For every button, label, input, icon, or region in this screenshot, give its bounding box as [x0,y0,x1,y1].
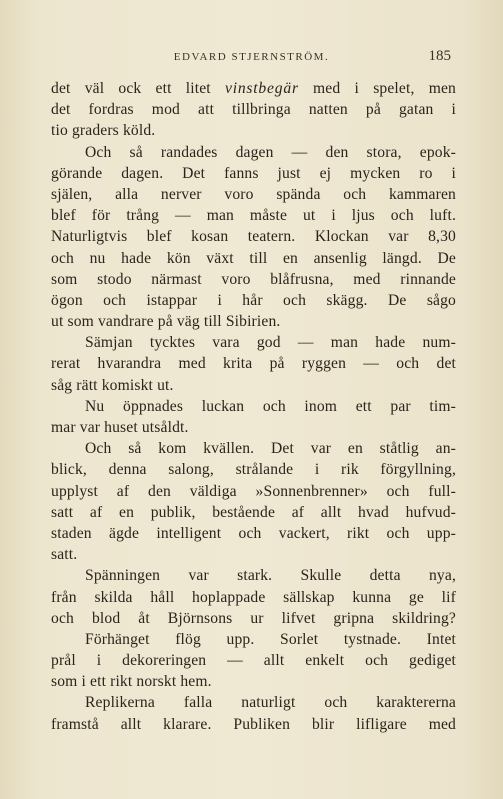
text-line: och blod åt Björnsons ur lifvet gripna skildring? [51,609,456,627]
running-head [52,48,451,68]
text-line: rerat hvarandra med krita på ryggen — och det [51,355,456,373]
text-line: mar var huset utsåldt. [51,419,189,436]
text-line [51,78,456,99]
running-head-author: EDVARD STJERNSTRÖM. [173,51,330,63]
text-segment: med i spelet, men [298,80,456,97]
text-line: och nu hade kön växt till en ansenlig längd. De [51,249,456,267]
text-line: tio graders köld. [51,122,156,140]
text-line: Förhänget flög upp. Sorlet tystnade. Intet [85,630,456,648]
text-line: som i ett rikt norskt hem. [51,673,212,691]
text-line: prål i dekoreringen — allt enkelt och gediget [51,652,456,670]
text-line: framstå allt klarare. Publiken blir lifligare med [51,715,456,733]
text-line: ut som vandrare på väg till Sibirien. [51,313,281,331]
text-line: ögon och istappar i hår och skägg. De sågo [51,291,456,309]
text-line: Replikerna falla naturligt och karaktererna [85,694,456,712]
text-line: själen, alla nerver voro spända och kammaren [51,185,456,203]
text-line: satt af en publik, bestående af allt hvad hufvud- [51,503,456,521]
text-segment: det väl ock ett litet [51,80,225,97]
text-line: det fordras mod att tillbringa natten på gatan i [51,101,456,119]
text-line: från skilda håll hoplappade sällskap kunna ge lif [51,588,456,606]
text-line: Naturligtvis blef kosan teatern. Klockan var 8,30 [51,228,456,246]
text-line: görande dagen. Det fanns just ej mycken ro i [51,164,456,182]
text-line: Sämjan tycktes vara god — man hade num- [85,334,456,352]
body-text [51,78,456,735]
text-line: som stodo närmast voro blåfrusna, med rinnande [51,270,456,288]
text-line: upplyst af den väldiga »Sonnenbrenner» och full- [51,482,456,500]
text-line: staden ägde intelligent och vackert, rikt och upp- [51,524,456,542]
text-line: såg rätt komiskt ut. [51,376,174,394]
text-line: satt. [51,546,78,564]
text-line: Och så randades dagen — den stora, epok- [85,143,456,161]
emphasized-word: vinstbegär [224,80,299,97]
text-line: blick, denna salong, strålande i rik förgyllning, [51,461,456,479]
text-line: Och så kom kvällen. Det var en ståtlig an- [85,440,456,458]
text-line: Nu öppnades luckan och inom ett par tim- [85,397,456,415]
text-line: blef för trång — man måste ut i ljus och luft. [51,207,456,225]
page-number: 185 [428,48,451,64]
text-line: Spänningen var stark. Skulle detta nya, [85,567,456,585]
